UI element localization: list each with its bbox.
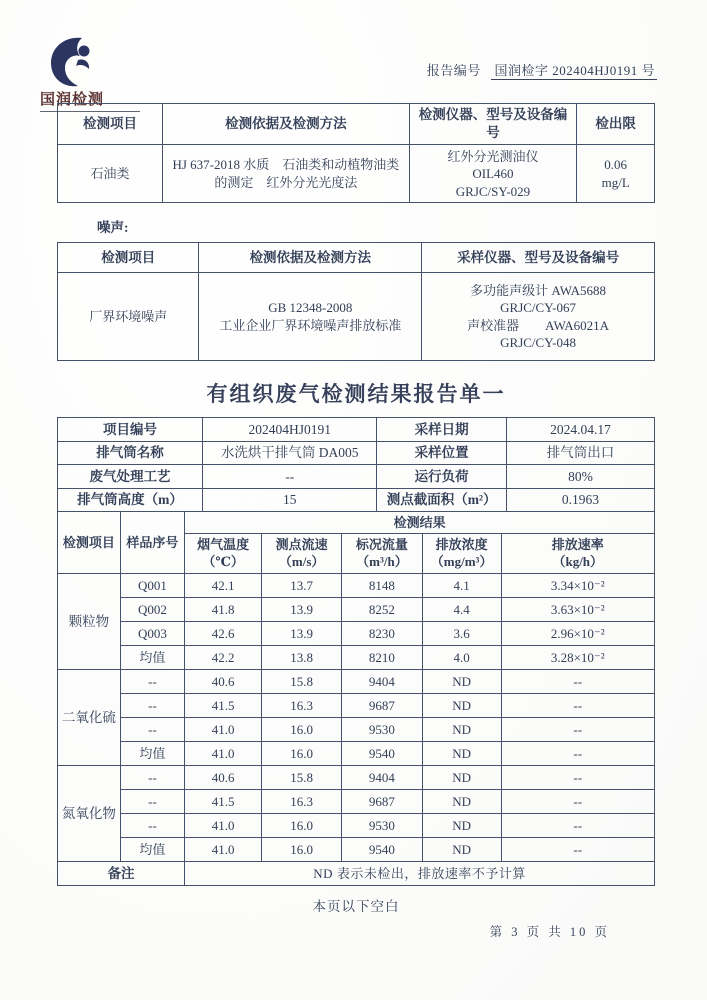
- column-header: 检测项目: [58, 511, 121, 574]
- sample-id: 均值: [120, 838, 184, 862]
- value-cell: 9687: [342, 790, 423, 814]
- value-cell: 8148: [342, 574, 423, 598]
- info-value: 0.1963: [506, 488, 654, 512]
- table-row: [58, 598, 655, 622]
- column-header: 检测仪器、型号及设备编号: [409, 104, 577, 145]
- value-cell: --: [501, 742, 654, 766]
- value-cell: 41.0: [185, 718, 262, 742]
- column-header-unit: （kg/h）: [552, 553, 604, 569]
- pollutant-name: 二氧化硫: [58, 670, 121, 766]
- info-label: 运行负荷: [377, 465, 507, 489]
- remark-row: [58, 862, 655, 886]
- info-value: 15: [203, 488, 377, 512]
- noise-section-label: 噪声:: [97, 220, 129, 236]
- info-value: 2024.04.17: [506, 418, 654, 442]
- value-cell: 9404: [342, 766, 423, 790]
- info-label: 排气筒高度（m）: [58, 488, 203, 512]
- value-cell: --: [501, 790, 654, 814]
- value-cell: 41.0: [185, 838, 262, 862]
- value-cell: 15.8: [262, 766, 342, 790]
- table-row: [58, 694, 655, 718]
- page-content: [57, 103, 655, 915]
- table-header-row: [58, 104, 655, 145]
- table-row: [58, 838, 655, 862]
- value-cell: 8210: [342, 646, 423, 670]
- value-cell: ND: [422, 814, 501, 838]
- pollutant-name: 颗粒物: [58, 574, 121, 670]
- sample-id: --: [120, 670, 184, 694]
- column-header: 检测项目: [58, 243, 199, 273]
- value-cell: ND: [422, 718, 501, 742]
- table-header-row: [58, 243, 655, 273]
- instrument-line: GRJC/CY-048: [500, 335, 576, 351]
- column-header-unit: （m/s）: [278, 553, 325, 569]
- table-row: [58, 574, 655, 598]
- sample-id: 均值: [120, 646, 184, 670]
- value-cell: ND: [422, 742, 501, 766]
- value-cell: 16.0: [262, 742, 342, 766]
- limit-unit: mg/L: [601, 174, 630, 190]
- results-group-header: 检测结果: [185, 511, 655, 534]
- column-header: 样品序号: [120, 511, 184, 574]
- column-header: 检测项目: [58, 104, 163, 145]
- value-cell: 13.9: [262, 622, 342, 646]
- limit-value: 0.06: [604, 157, 628, 173]
- instrument-cell: [422, 273, 655, 361]
- blank-below-note: 本页以下空白: [312, 899, 400, 915]
- sample-id: 均值: [120, 742, 184, 766]
- results-header-row: [58, 511, 655, 534]
- value-cell: 42.1: [185, 574, 262, 598]
- value-cell: --: [501, 814, 654, 838]
- value-cell: --: [501, 838, 654, 862]
- report-number-value: 国润检字 202404HJ0191 号: [491, 63, 657, 80]
- project-info-table: [57, 417, 655, 512]
- value-cell: ND: [422, 694, 501, 718]
- column-header-unit: （mg/m³）: [430, 553, 493, 569]
- pollutant-name: 氮氧化物: [58, 766, 121, 862]
- remark-value: ND 表示未检出，排放速率不予计算: [185, 862, 655, 886]
- detection-limit-cell: [577, 145, 655, 203]
- table-row: [58, 145, 655, 203]
- method-cell: [199, 273, 422, 361]
- column-header: [501, 534, 654, 574]
- results-table: [57, 511, 655, 887]
- column-header: 采样仪器、型号及设备编号: [422, 243, 655, 273]
- table-row: [58, 622, 655, 646]
- table-row: [58, 766, 655, 790]
- column-header: 检测依据及检测方法: [163, 104, 410, 145]
- value-cell: 3.63×10⁻²: [501, 598, 654, 622]
- value-cell: 9530: [342, 718, 423, 742]
- value-cell: 16.3: [262, 790, 342, 814]
- info-label: 采样日期: [377, 418, 507, 442]
- method-line: GB 12348-2008: [268, 300, 353, 316]
- value-cell: 13.7: [262, 574, 342, 598]
- column-header-name: 标况流量: [355, 537, 408, 553]
- column-header-unit: （℃）: [202, 553, 244, 569]
- value-cell: 9404: [342, 670, 423, 694]
- company-logo: [40, 36, 140, 112]
- info-row: [58, 441, 655, 465]
- value-cell: 16.0: [262, 814, 342, 838]
- value-cell: 15.8: [262, 670, 342, 694]
- info-value: 水洗烘干排气筒 DA005: [203, 441, 377, 465]
- value-cell: 40.6: [185, 670, 262, 694]
- sample-id: --: [120, 790, 184, 814]
- column-header: 检测依据及检测方法: [199, 243, 422, 273]
- table-row: [58, 742, 655, 766]
- page-number: 第 3 页 共 10 页: [489, 925, 610, 939]
- value-cell: 9530: [342, 814, 423, 838]
- value-cell: --: [501, 766, 654, 790]
- instrument-line: 声校准器 AWA6021A: [467, 317, 610, 333]
- sample-id: --: [120, 766, 184, 790]
- value-cell: 9540: [342, 742, 423, 766]
- logo-mark-icon: [48, 36, 104, 88]
- column-header-name: 测点流速: [275, 537, 328, 553]
- table-row: [58, 814, 655, 838]
- value-cell: 16.0: [262, 838, 342, 862]
- value-cell: 16.3: [262, 694, 342, 718]
- info-value: --: [203, 465, 377, 489]
- value-cell: --: [501, 718, 654, 742]
- info-label: 采样位置: [377, 441, 507, 465]
- value-cell: 4.0: [422, 646, 501, 670]
- test-item-cell: 石油类: [58, 145, 163, 203]
- value-cell: 42.6: [185, 622, 262, 646]
- value-cell: 16.0: [262, 718, 342, 742]
- instrument-line: GRJC/CY-067: [500, 300, 576, 316]
- info-label: 测点截面积（m²）: [377, 488, 507, 512]
- value-cell: 41.8: [185, 598, 262, 622]
- info-label: 排气筒名称: [58, 441, 203, 465]
- table-row: [58, 718, 655, 742]
- value-cell: 8230: [342, 622, 423, 646]
- report-title: 有组织废气检测结果报告单一: [206, 382, 506, 407]
- instrument-line: 多功能声级计 AWA5688: [470, 282, 606, 298]
- column-header: [185, 534, 262, 574]
- value-cell: 13.8: [262, 646, 342, 670]
- instrument-cell: [409, 145, 577, 203]
- value-cell: ND: [422, 838, 501, 862]
- column-header: 检出限: [577, 104, 655, 145]
- value-cell: --: [501, 694, 654, 718]
- column-header-name: 排放浓度: [435, 537, 488, 553]
- sample-id: --: [120, 694, 184, 718]
- value-cell: 4.4: [422, 598, 501, 622]
- instrument-line: GRJC/SY-029: [455, 183, 531, 199]
- value-cell: 41.0: [185, 814, 262, 838]
- report-number: [427, 60, 657, 79]
- method-cell: HJ 637-2018 水质 石油类和动植物油类的测定 红外分光光度法: [163, 145, 410, 203]
- sample-id: Q001: [120, 574, 184, 598]
- value-cell: 3.6: [422, 622, 501, 646]
- value-cell: 42.2: [185, 646, 262, 670]
- sample-id: Q002: [120, 598, 184, 622]
- sample-id: --: [120, 814, 184, 838]
- test-item-cell: 厂界环境噪声: [58, 273, 199, 361]
- value-cell: 3.28×10⁻²: [501, 646, 654, 670]
- value-cell: 9540: [342, 838, 423, 862]
- info-value: 202404HJ0191: [203, 418, 377, 442]
- info-value: 排气筒出口: [506, 441, 654, 465]
- report-number-label: 报告编号: [426, 63, 481, 78]
- remark-label: 备注: [58, 862, 185, 886]
- value-cell: 40.6: [185, 766, 262, 790]
- table-row: [58, 670, 655, 694]
- info-row: [58, 418, 655, 442]
- logo-text: 国润检测: [40, 88, 140, 112]
- method-line: 工业企业厂界环境噪声排放标准: [219, 317, 402, 333]
- value-cell: 41.0: [185, 742, 262, 766]
- column-header-name: 排放速率: [551, 537, 604, 553]
- info-label: 废气处理工艺: [58, 465, 203, 489]
- table-row: [58, 273, 655, 361]
- table-row: [58, 646, 655, 670]
- value-cell: --: [501, 670, 654, 694]
- info-row: [58, 488, 655, 512]
- value-cell: 2.96×10⁻²: [501, 622, 654, 646]
- value-cell: ND: [422, 766, 501, 790]
- sample-id: --: [120, 718, 184, 742]
- instrument-line: 红外分光测油仪: [447, 148, 539, 164]
- column-header-unit: （m³/h）: [356, 553, 408, 569]
- info-label: 项目编号: [58, 418, 203, 442]
- column-header: [342, 534, 423, 574]
- value-cell: 4.1: [422, 574, 501, 598]
- column-header: [262, 534, 342, 574]
- info-row: [58, 465, 655, 489]
- value-cell: 9687: [342, 694, 423, 718]
- sample-id: Q003: [120, 622, 184, 646]
- value-cell: 13.9: [262, 598, 342, 622]
- value-cell: 41.5: [185, 790, 262, 814]
- oil-method-table: [57, 103, 655, 203]
- column-header: [422, 534, 501, 574]
- value-cell: 8252: [342, 598, 423, 622]
- info-value: 80%: [506, 465, 654, 489]
- column-header-name: 烟气温度: [197, 537, 250, 553]
- noise-method-table: [57, 242, 655, 361]
- value-cell: 3.34×10⁻²: [501, 574, 654, 598]
- value-cell: 41.5: [185, 694, 262, 718]
- value-cell: ND: [422, 790, 501, 814]
- instrument-line: OIL460: [472, 166, 514, 182]
- table-row: [58, 790, 655, 814]
- value-cell: ND: [422, 670, 501, 694]
